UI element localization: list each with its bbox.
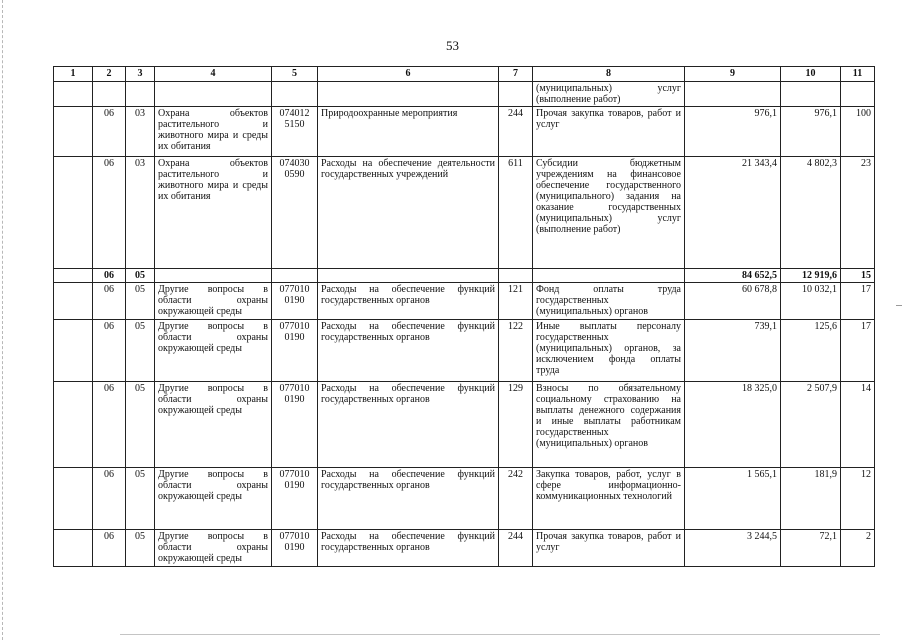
activity-name: Охрана объектов растительного и животного мира и среды их обитания (155, 157, 272, 269)
planned-amount: 1 565,1 (685, 468, 781, 530)
activity-name: Другие вопросы в области охраны окружающей среды (155, 320, 272, 382)
expense-type-name: Фонд оплаты труда государственных (муниципальных) органов (533, 283, 685, 320)
target-article: 074012 5150 (272, 107, 318, 157)
table-row (54, 468, 875, 530)
expense-type-code: 244 (499, 107, 533, 157)
header-cell: 9 (685, 67, 781, 82)
planned-amount: 21 343,4 (685, 157, 781, 269)
execution-percent: 12 (841, 468, 875, 530)
execution-percent: 14 (841, 382, 875, 468)
planned-amount: 60 678,8 (685, 283, 781, 320)
header-cell: 7 (499, 67, 533, 82)
activity-name (155, 82, 272, 107)
header-cell: 2 (93, 67, 126, 82)
target-article: 077010 0190 (272, 320, 318, 382)
execution-percent: 23 (841, 157, 875, 269)
header-cell: 8 (533, 67, 685, 82)
table-row (54, 382, 875, 468)
article-name: Расходы на обеспечение функций государственных органов (318, 530, 499, 567)
section-code: 06 (93, 530, 126, 567)
expense-type-name: Иные выплаты персоналу государственных (муниципальных) органов, за исключением фонда оплаты труда (533, 320, 685, 382)
activity-name: Другие вопросы в области охраны окружающей среды (155, 468, 272, 530)
activity-name: Другие вопросы в области охраны окружающей среды (155, 530, 272, 567)
activity-name (155, 269, 272, 283)
scan-margin-mark (896, 305, 902, 306)
subsection-total-row (54, 269, 875, 283)
scan-edge-left (2, 0, 4, 640)
section-code: 06 (93, 157, 126, 269)
section-code: 06 (93, 320, 126, 382)
expense-type-name: (муниципальных) услуг (выполнение работ) (533, 82, 685, 107)
table-row (54, 530, 875, 567)
article-name: Природоохранные мероприятия (318, 107, 499, 157)
target-article: 077010 0190 (272, 468, 318, 530)
section-code: 06 (93, 382, 126, 468)
executed-amount: 12 919,6 (781, 269, 841, 283)
expense-type-code: 242 (499, 468, 533, 530)
table-row (54, 320, 875, 382)
page-number: 53 (446, 38, 459, 53)
section-code (93, 82, 126, 107)
executed-amount: 2 507,9 (781, 382, 841, 468)
article-name: Расходы на обеспечение функций государственных органов (318, 382, 499, 468)
article-name: Расходы на обеспечение функций государственных органов (318, 320, 499, 382)
subsection-code: 05 (126, 468, 155, 530)
subsection-code: 03 (126, 157, 155, 269)
planned-amount: 18 325,0 (685, 382, 781, 468)
expense-type-name: Прочая закупка товаров, работ и услуг (533, 107, 685, 157)
subsection-code: 05 (126, 320, 155, 382)
execution-percent: 2 (841, 530, 875, 567)
executed-amount: 10 032,1 (781, 283, 841, 320)
target-article: 077010 0190 (272, 530, 318, 567)
header-cell: 1 (54, 67, 93, 82)
article-name (318, 269, 499, 283)
expense-type-name (533, 269, 685, 283)
expense-type-code: 244 (499, 530, 533, 567)
planned-amount: 84 652,5 (685, 269, 781, 283)
executed-amount (781, 82, 841, 107)
section-code: 06 (93, 283, 126, 320)
planned-amount: 739,1 (685, 320, 781, 382)
target-article: 074030 0590 (272, 157, 318, 269)
subsection-code: 05 (126, 283, 155, 320)
expense-type-code: 129 (499, 382, 533, 468)
executed-amount: 976,1 (781, 107, 841, 157)
subsection-code: 05 (126, 269, 155, 283)
expense-type-name: Субсидии бюджетным учреждениям на финансовое обеспечение государственного (муниципального) задания на оказание государственных (муниципальных) услуг (выполнение работ) (533, 157, 685, 269)
activity-name: Охрана объектов растительного и животного мира и среды их обитания (155, 107, 272, 157)
article-name (318, 82, 499, 107)
article-name: Расходы на обеспечение функций государственных органов (318, 283, 499, 320)
expense-type-name: Взносы по обязательному социальному страхованию на выплаты денежного содержания и иные выплаты работникам государственных (муниципальных) органов (533, 382, 685, 468)
activity-name: Другие вопросы в области охраны окружающей среды (155, 382, 272, 468)
execution-percent: 100 (841, 107, 875, 157)
execution-percent: 17 (841, 283, 875, 320)
subsection-code: 05 (126, 382, 155, 468)
table-row (54, 283, 875, 320)
table-row (54, 157, 875, 269)
section-code: 06 (93, 468, 126, 530)
scan-edge-bottom (120, 634, 880, 635)
subsection-code: 05 (126, 530, 155, 567)
planned-amount (685, 82, 781, 107)
expense-type-code (499, 269, 533, 283)
header-cell: 5 (272, 67, 318, 82)
expense-type-name: Прочая закупка товаров, работ и услуг (533, 530, 685, 567)
target-article (272, 269, 318, 283)
expense-type-code: 121 (499, 283, 533, 320)
executed-amount: 125,6 (781, 320, 841, 382)
planned-amount: 976,1 (685, 107, 781, 157)
budget-table (53, 66, 875, 567)
subsection-code (126, 82, 155, 107)
execution-percent (841, 82, 875, 107)
subsection-code: 03 (126, 107, 155, 157)
table-row (54, 82, 875, 107)
expense-type-name: Закупка товаров, работ, услуг в сфере информационно-коммуникационных технологий (533, 468, 685, 530)
table-row (54, 107, 875, 157)
header-cell: 4 (155, 67, 272, 82)
executed-amount: 4 802,3 (781, 157, 841, 269)
article-name: Расходы на обеспечение деятельности государственных учреждений (318, 157, 499, 269)
execution-percent: 15 (841, 269, 875, 283)
execution-percent: 17 (841, 320, 875, 382)
executed-amount: 181,9 (781, 468, 841, 530)
section-code: 06 (93, 269, 126, 283)
header-cell: 3 (126, 67, 155, 82)
expense-type-code (499, 82, 533, 107)
expense-type-code: 611 (499, 157, 533, 269)
target-article (272, 82, 318, 107)
article-name: Расходы на обеспечение функций государственных органов (318, 468, 499, 530)
target-article: 077010 0190 (272, 382, 318, 468)
executed-amount: 72,1 (781, 530, 841, 567)
header-cell: 10 (781, 67, 841, 82)
expense-type-code: 122 (499, 320, 533, 382)
header-row (54, 67, 875, 82)
target-article: 077010 0190 (272, 283, 318, 320)
section-code: 06 (93, 107, 126, 157)
header-cell: 11 (841, 67, 875, 82)
activity-name: Другие вопросы в области охраны окружающей среды (155, 283, 272, 320)
planned-amount: 3 244,5 (685, 530, 781, 567)
header-cell: 6 (318, 67, 499, 82)
